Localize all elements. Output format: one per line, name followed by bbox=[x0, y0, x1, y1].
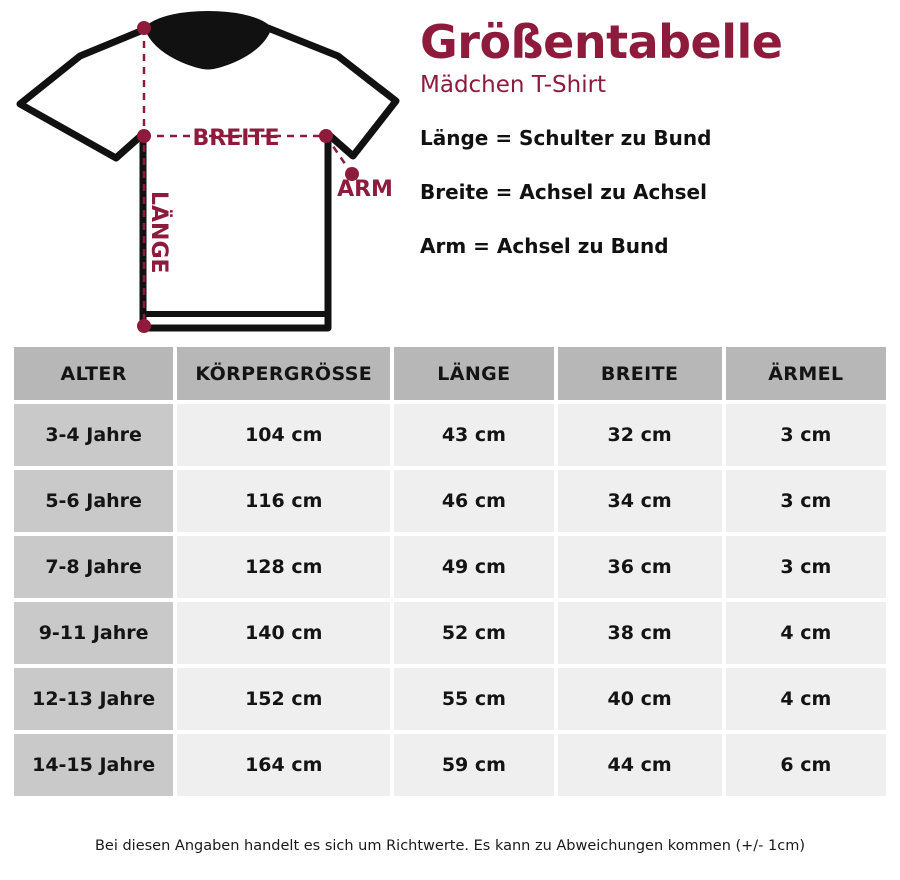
tshirt-svg bbox=[8, 6, 408, 341]
cell-breite: 34 cm bbox=[558, 470, 722, 532]
cell-aermel: 4 cm bbox=[726, 668, 886, 730]
table-row bbox=[14, 734, 886, 796]
info-block bbox=[420, 15, 890, 288]
cell-aermel: 3 cm bbox=[726, 404, 886, 466]
column-header-alter: ALTER bbox=[14, 347, 173, 400]
cell-alter: 9-11 Jahre bbox=[14, 602, 173, 664]
page-title: Größentabelle bbox=[420, 15, 783, 69]
table-header-row bbox=[14, 347, 886, 400]
cell-aermel: 6 cm bbox=[726, 734, 886, 796]
table-row bbox=[14, 668, 886, 730]
table-row bbox=[14, 470, 886, 532]
cell-koerpergroesse: 152 cm bbox=[177, 668, 390, 730]
column-header-laenge: LÄNGE bbox=[394, 347, 553, 400]
cell-koerpergroesse: 128 cm bbox=[177, 536, 390, 598]
guide-dot-armpit-left bbox=[137, 129, 151, 143]
column-header-breite: BREITE bbox=[558, 347, 722, 400]
breite-label: BREITE bbox=[192, 126, 280, 151]
cell-breite: 32 cm bbox=[558, 404, 722, 466]
cell-aermel: 3 cm bbox=[726, 470, 886, 532]
cell-alter: 12-13 Jahre bbox=[14, 668, 173, 730]
cell-laenge: 43 cm bbox=[394, 404, 553, 466]
size-table bbox=[14, 347, 886, 796]
cell-breite: 40 cm bbox=[558, 668, 722, 730]
table-row bbox=[14, 602, 886, 664]
arm-label: ARM bbox=[337, 177, 393, 202]
cell-breite: 36 cm bbox=[558, 536, 722, 598]
legend-line-arm: Arm = Achsel zu Bund bbox=[420, 234, 669, 259]
laenge-label: LÄNGE bbox=[146, 191, 171, 274]
guide-dot-armpit-right bbox=[319, 129, 333, 143]
cell-koerpergroesse: 140 cm bbox=[177, 602, 390, 664]
cell-breite: 38 cm bbox=[558, 602, 722, 664]
cell-laenge: 52 cm bbox=[394, 602, 553, 664]
legend-line-breite: Breite = Achsel zu Achsel bbox=[420, 180, 707, 205]
page-subtitle: Mädchen T-Shirt bbox=[420, 72, 607, 99]
table-row bbox=[14, 536, 886, 598]
cell-alter: 3-4 Jahre bbox=[14, 404, 173, 466]
cell-koerpergroesse: 104 cm bbox=[177, 404, 390, 466]
cell-laenge: 49 cm bbox=[394, 536, 553, 598]
cell-laenge: 55 cm bbox=[394, 668, 553, 730]
cell-koerpergroesse: 164 cm bbox=[177, 734, 390, 796]
cell-aermel: 4 cm bbox=[726, 602, 886, 664]
cell-alter: 5-6 Jahre bbox=[14, 470, 173, 532]
top-section bbox=[0, 0, 900, 345]
guide-dot-hem bbox=[137, 319, 151, 333]
cell-aermel: 3 cm bbox=[726, 536, 886, 598]
cell-laenge: 46 cm bbox=[394, 470, 553, 532]
cell-koerpergroesse: 116 cm bbox=[177, 470, 390, 532]
legend-line-laenge: Länge = Schulter zu Bund bbox=[420, 126, 712, 151]
column-header-koerpergroesse: KÖRPERGRÖSSE bbox=[177, 347, 390, 400]
table-row bbox=[14, 404, 886, 466]
cell-breite: 44 cm bbox=[558, 734, 722, 796]
cell-alter: 14-15 Jahre bbox=[14, 734, 173, 796]
column-header-aermel: ÄRMEL bbox=[726, 347, 886, 400]
footnote: Bei diesen Angaben handelt es sich um Richtwerte. Es kann zu Abweichungen kommen (+/- 1cm) bbox=[94, 838, 806, 854]
tshirt-diagram bbox=[8, 6, 408, 341]
cell-laenge: 59 cm bbox=[394, 734, 553, 796]
cell-alter: 7-8 Jahre bbox=[14, 536, 173, 598]
guide-dot-top bbox=[137, 21, 151, 35]
